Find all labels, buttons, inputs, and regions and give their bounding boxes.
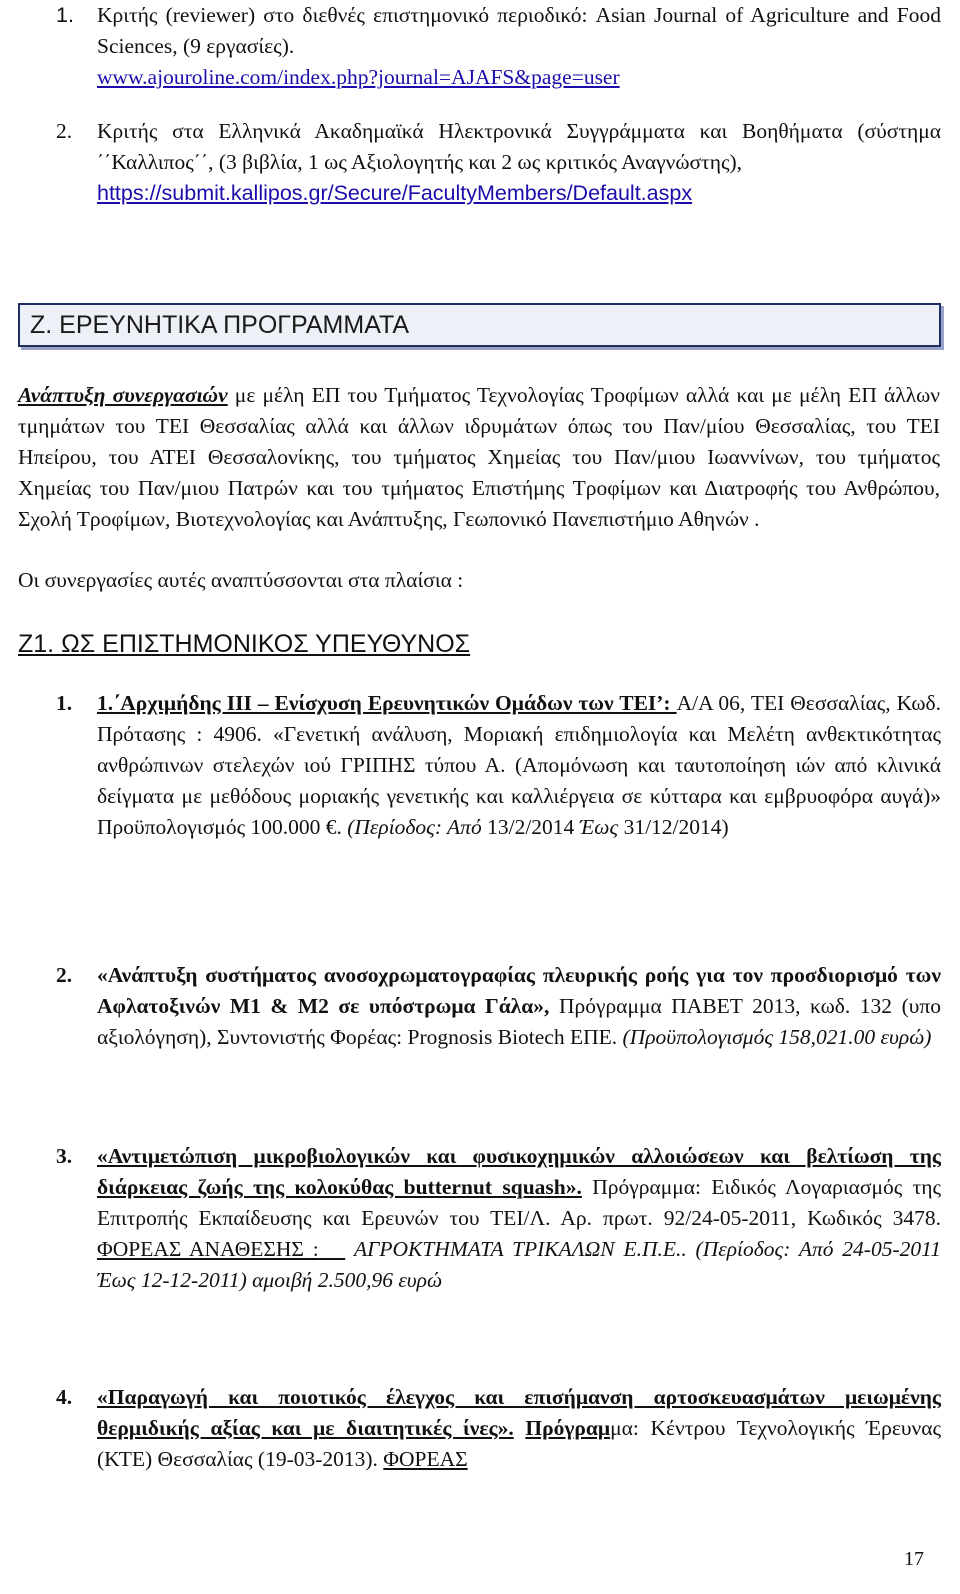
section-title: Ζ. ΕΡΕΥΝΗΤΙΚΑ ΠΡΟΓΡΑΜΜΑΤΑ (30, 311, 410, 339)
agency-gap (319, 1237, 345, 1261)
project-title: «Παραγωγή και ποιοτικός έλεγχος και επισήμανση αρτοσκευασμάτων μειωμένης θερμιδικής αξίας και με διαιτητικές ίνες». (97, 1385, 941, 1440)
reviewer-item-text: Κριτής (reviewer) στο διεθνές επιστημονικό περιοδικό: Asian Journal of Agriculture and Food Sciences, (9 εργασίες). (97, 3, 941, 58)
intro-text: με μέλη ΕΠ του Τμήματος Τεχνολογίας Τροφίμων αλλά και με μέλη ΕΠ άλλων τμημάτων του ΤΕΙ Θεσσαλίας αλλά και άλλων ιδρυμάτων όπως του Παν/μίου Θεσσαλίας, του ΤΕΙ Ηπείρου, του ΑΤΕΙ Θεσσαλονίκης, του τμήματος Χημείας του Παν/μιου Ιωαννίνων, του τμήματος Χημείας του Παν/μιου Πατρών και του τμήματος Επιστήμης Τροφίμων και Διατροφής του Ανθρώπου, Σχολή Τροφίμων, Βιοτεχνολογίας και Ανάπτυξης, Γεωπονικό Πανεπιστήμιο Αθηνών . (18, 383, 940, 531)
project-details: Α/Α 06, ΤΕΙ Θεσσαλίας, Κωδ. Πρότασης : 4906. «Γενετική ανάλυση, Μοριακή επιδημιολογία και Μελέτη ανθεκτικότητας ανθρώπινων στελεχών ιού ΓΡΙΠΗΣ τύπου Α. (Απομόνωση και ταυτοποίηση ιών από κλινικά δείγματα με μεθόδους μοριακής γενετικής και καλλιέργεια σε κύτταρα και εμβρυοφόρα αυγά)» Προϋπολογισμός 100.000 €. (97, 691, 941, 839)
project-title: 1.΄Αρχιμήδης ΙΙΙ – Ενίσχυση Ερευνητικών Ομάδων των ΤΕΙ’: (97, 691, 677, 715)
list-number: 2. (56, 963, 73, 987)
list-number: 2. (56, 119, 73, 143)
list-number: 1. (56, 3, 74, 27)
project-item-2 (56, 960, 941, 1053)
project-item-1 (56, 688, 941, 843)
subsection-title: Ζ1. ΩΣ ΕΠΙΣΤΗΜΟΝΙΚΟΣ ΥΠΕΥΘΥΝΟΣ (18, 630, 471, 658)
list-number: 1. (56, 691, 73, 715)
intro-lead: Ανάπτυξη συνεργασιών (18, 383, 228, 407)
reviewer-item-text: Κριτής στα Ελληνικά Ακαδημαϊκά Ηλεκτρονικά Συγγράμματα και Βοηθήματα (σύστημα ΄΄Καλλιπος΄΄, (3 βιβλία, 1 ως Αξιολογητής και 2 ως κριτικός Αναγνώστης), (97, 119, 941, 174)
journal-link[interactable]: www.ajouroline.com/index.php?journal=AJAFS&page=user (97, 65, 620, 89)
list-number: 4. (56, 1385, 73, 1409)
agency-label: ΦΟΡΕΑΣ ΑΝΑΘΕΣΗΣ : (97, 1237, 319, 1261)
agency-label: ΦΟΡΕΑΣ (383, 1447, 468, 1471)
reviewer-item-2 (56, 116, 941, 209)
section-heading-box (18, 303, 941, 347)
project-title: «Αντιμετώπιση μικροβιολογικών και φυσικοχημικών αλλοιώσεων και βελτίωση της διάρκειας ζωής της κολοκύθας butternut squash». (97, 1144, 941, 1199)
project-item-3 (56, 1141, 941, 1296)
project-item-4 (56, 1382, 941, 1475)
period-to-date: 31/12/2014) (618, 815, 729, 839)
program-label: Πρόγραμ (525, 1416, 611, 1440)
list-number: 3. (56, 1144, 73, 1168)
period-from-date: 13/2/2014 (481, 815, 580, 839)
frameworks-line: Οι συνεργασίες αυτές αναπτύσσονται στα πλαίσια : (18, 568, 464, 592)
project-details: Πρόγραμμα: Ειδικός Λογαριασμός της Επιτροπής Εκπαίδευσης και Ερευνών του ΤΕΙ/Λ. Αρ. πρωτ. 92/24-05-2011, Κωδικός 3478. (97, 1175, 941, 1230)
period-from-label: (Περίοδος: Από (347, 815, 482, 839)
period-to-label: Έως (579, 815, 619, 839)
kallipos-link[interactable]: https://submit.kallipos.gr/Secure/FacultyMembers/Default.aspx (97, 181, 693, 205)
page-number: 17 (904, 1548, 924, 1570)
project-details: Πρόγραμμα ΠΑΒΕΤ 2013, κωδ. 132 (υπο αξιολόγηση), Συντονιστής Φορέας: Prognosis Biotech ΕΠΕ. (97, 994, 941, 1049)
reviewer-item-1 (56, 0, 941, 93)
agency-details: ΑΓΡΟΚΤΗΜΑΤΑ ΤΡΙΚΑΛΩΝ Ε.Π.Ε.. (Περίοδος: Από 24-05-2011 Έως 12-12-2011) αμοιβή 2.500,96 ευρώ (97, 1237, 942, 1292)
project-details: : Κέντρου Τεχνολογικής Έρευνας (ΚΤΕ) Θεσσαλίας (19-03-2013). (97, 1416, 941, 1471)
program-label-rest: μα (610, 1416, 633, 1440)
project-title: «Ανάπτυξη συστήματος ανοσοχρωματογραφίας πλευρικής ροής για τον προσδιορισμό των Αφλατοξινών Μ1 & Μ2 σε υπόστρωμα Γάλα», (97, 963, 941, 1018)
project-budget: (Προϋπολογισμός 158,021.00 ευρώ) (622, 1025, 932, 1049)
intro-paragraph (18, 380, 940, 535)
